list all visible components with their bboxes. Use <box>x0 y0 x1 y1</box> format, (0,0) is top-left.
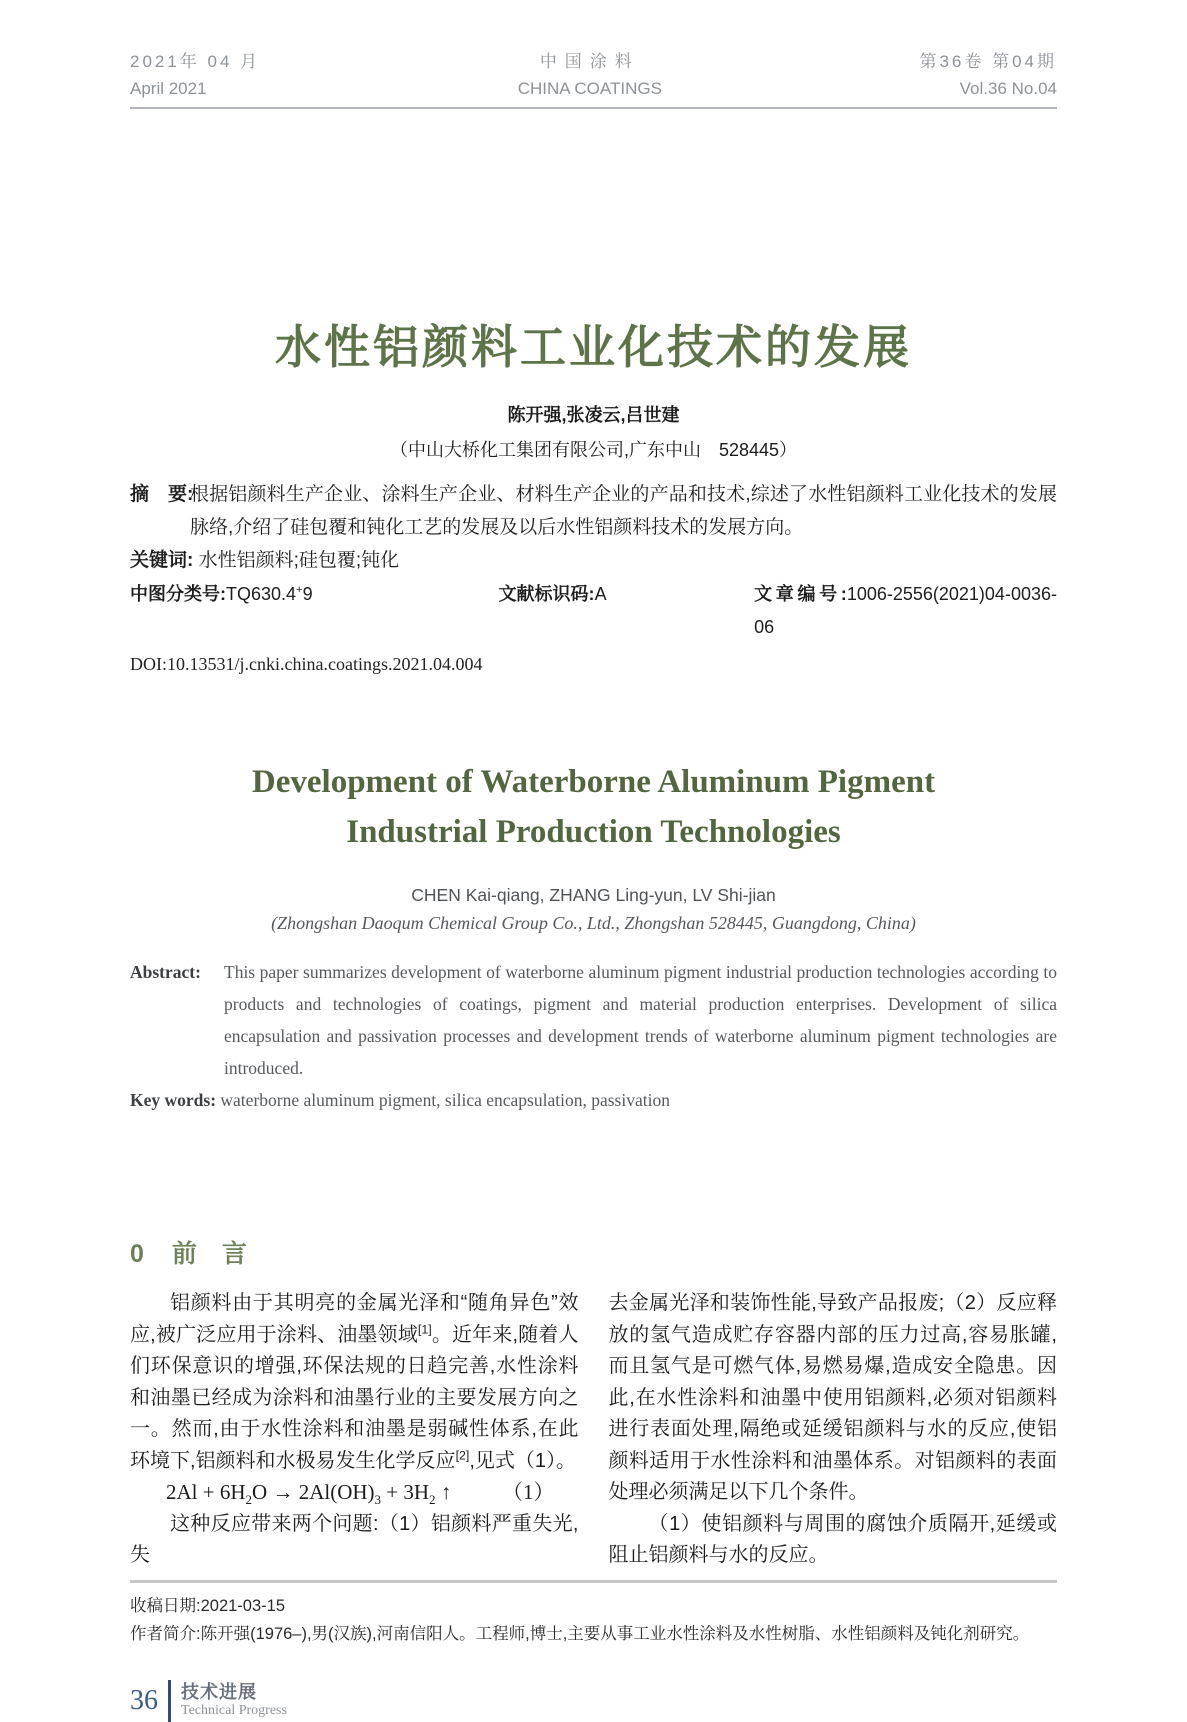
abstract-en-text: This paper summarizes development of waterborne aluminum pigment industrial production technologies according to products and technologies of coatings, pigment and material production enterprises. Development of silica encapsulation and passivation processes and development trends of waterborne aluminum pigment technologies are introduced. <box>224 962 1057 1078</box>
journal-header <box>130 48 1057 102</box>
header-volume-en: Vol.36 No.04 <box>959 79 1057 98</box>
author-bio-label: 作者简介: <box>130 1624 201 1643</box>
doi: DOI:10.13531/j.cnki.china.coatings.2021.04.004 <box>130 654 483 674</box>
equation-body: $2Al + 6H_2O \to 2Al(OH)_3 + 3H_2$ ↑ <box>166 1480 452 1508</box>
author-bio <box>130 1620 1057 1648</box>
keywords-zh-text: 水性铝颜料;硅包覆;钝化 <box>198 550 400 571</box>
paragraph: 这种反应带来两个问题:（1）铝颜料严重失光,失 <box>130 1512 579 1566</box>
right-column <box>609 1288 1058 1572</box>
footer-column-en: Technical Progress <box>181 1702 287 1718</box>
paragraph: （1）使铝颜料与周围的腐蚀介质隔开,延缓或阻止铝颜料与水的反应。 <box>608 1512 1057 1566</box>
keywords-en <box>130 1084 1057 1116</box>
header-divider <box>130 107 1057 109</box>
clc-superscript: + <box>296 584 303 596</box>
received-date <box>130 1592 1057 1620</box>
header-date <box>130 48 260 102</box>
article-id-label: 文章编号: <box>754 584 847 604</box>
article-title-zh: 水性铝颜料工业化技术的发展 <box>275 321 912 373</box>
footer-column-zh: 技术进展 <box>181 1681 257 1702</box>
footer-column-name <box>181 1682 287 1720</box>
clc-number <box>130 578 499 644</box>
abstract-en <box>130 956 1057 1084</box>
left-column <box>130 1288 579 1572</box>
paragraph: 去金属光泽和装饰性能,导致产品报废;（2）反应释放的氢气造成贮存容器内部的压力过高,容易胀罐,而且氢气是可燃气体,易燃易爆,造成安全隐患。因此,在水性涂料和油墨中使用铝颜料,必须对铝颜料进行表面处理,隔绝或延缓铝颜料与水的反应,使铝颜料适用于水性涂料和油墨体系。对铝颜料的表面处理必须满足以下几个条件。 <box>608 1292 1057 1503</box>
chemical-equation <box>130 1477 579 1509</box>
header-volume <box>919 48 1057 102</box>
header-journal-zh: 中国涂料 <box>539 52 640 71</box>
page-number: 36 <box>130 1684 158 1716</box>
keywords-en-label: Key words: <box>130 1090 217 1110</box>
equation-number: （1） <box>502 1480 555 1504</box>
author-bio-value: 陈开强(1976–),男(汉族),河南信阳人。工程师,博士,主要从事工业水性涂料及水性树脂、水性铝颜料及钝化剂研究。 <box>200 1624 1030 1643</box>
received-date-label: 收稿日期: <box>130 1596 201 1615</box>
authors-zh: 陈开强,张凌云,吕世建 <box>507 405 680 425</box>
affiliation-zh: （中山大桥化工集团有限公司,广东中山 528445） <box>389 440 798 460</box>
meta-en-block <box>130 956 1057 1116</box>
classification-row <box>130 578 1057 644</box>
doc-code-value: A <box>594 584 607 604</box>
footnote-divider <box>130 1580 1057 1583</box>
article-id <box>754 578 1057 644</box>
page-footer <box>130 1680 1057 1722</box>
section-number: 0 <box>130 1240 144 1268</box>
keywords-en-text: waterborne aluminum pigment, silica encapsulation, passivation <box>220 1090 670 1110</box>
header-volume-zh: 第36卷 第04期 <box>919 52 1057 71</box>
abstract-zh-text: 根据铝颜料生产企业、涂料生产企业、材料生产企业的产品和技术,综述了水性铝颜料工业化技术的发展脉络,介绍了硅包覆和钝化工艺的发展及以后水性铝颜料技术的发展方向。 <box>190 484 1057 538</box>
article-id-value: 1006-2556(2021)04-0036-06 <box>754 584 1057 637</box>
affiliation-en: (Zhongshan Daoqum Chemical Group Co., Ltd., Zhongshan 528445, Guangdong, China) <box>271 913 916 933</box>
body-columns <box>130 1288 1057 1572</box>
header-date-zh: 2021年 04 月 <box>130 52 261 71</box>
keywords-zh <box>130 544 1057 577</box>
footer-divider-bar <box>168 1680 171 1722</box>
abstract-en-label: Abstract: <box>130 962 201 982</box>
received-date-value: 2021-03-15 <box>200 1596 285 1615</box>
section-heading-0 <box>130 1234 1057 1270</box>
header-journal-name <box>518 48 662 102</box>
keywords-zh-label: 关键词: <box>130 550 194 571</box>
article-title-en-line2: Industrial Production Technologies <box>346 814 841 850</box>
article-title-en <box>130 757 1057 857</box>
doc-code <box>499 578 755 644</box>
article-title-en-line1: Development of Waterborne Aluminum Pigment <box>251 764 936 800</box>
authors-en: CHEN Kai-qiang, ZHANG Ling-yun, LV Shi-jian <box>411 885 776 905</box>
doc-code-label: 文献标识码: <box>498 584 595 604</box>
abstract-zh-label: 摘 要: <box>130 484 194 505</box>
clc-label: 中图分类号: <box>130 584 226 604</box>
clc-tail: 9 <box>302 584 313 604</box>
clc-main: TQ630.4 <box>226 584 297 604</box>
meta-zh-block <box>130 478 1057 681</box>
section-title: 前 言 <box>171 1240 247 1268</box>
abstract-zh <box>130 478 1057 544</box>
header-date-en: April 2021 <box>130 79 207 98</box>
paragraph: 铝颜料由于其明亮的金属光泽和“随角异色”效应,被广泛应用于涂料、油墨领域[1]。近年来,随着人们环保意识的增强,环保法规的日趋完善,水性涂料和油墨已经成为涂料和油墨行业的主要发展方向之一。然而,由于水性涂料和油墨是弱碱性体系,在此环境下,铝颜料和水极易发生化学反应[2],见式（1）。 <box>130 1292 579 1472</box>
header-journal-en: CHINA COATINGS <box>517 79 662 98</box>
